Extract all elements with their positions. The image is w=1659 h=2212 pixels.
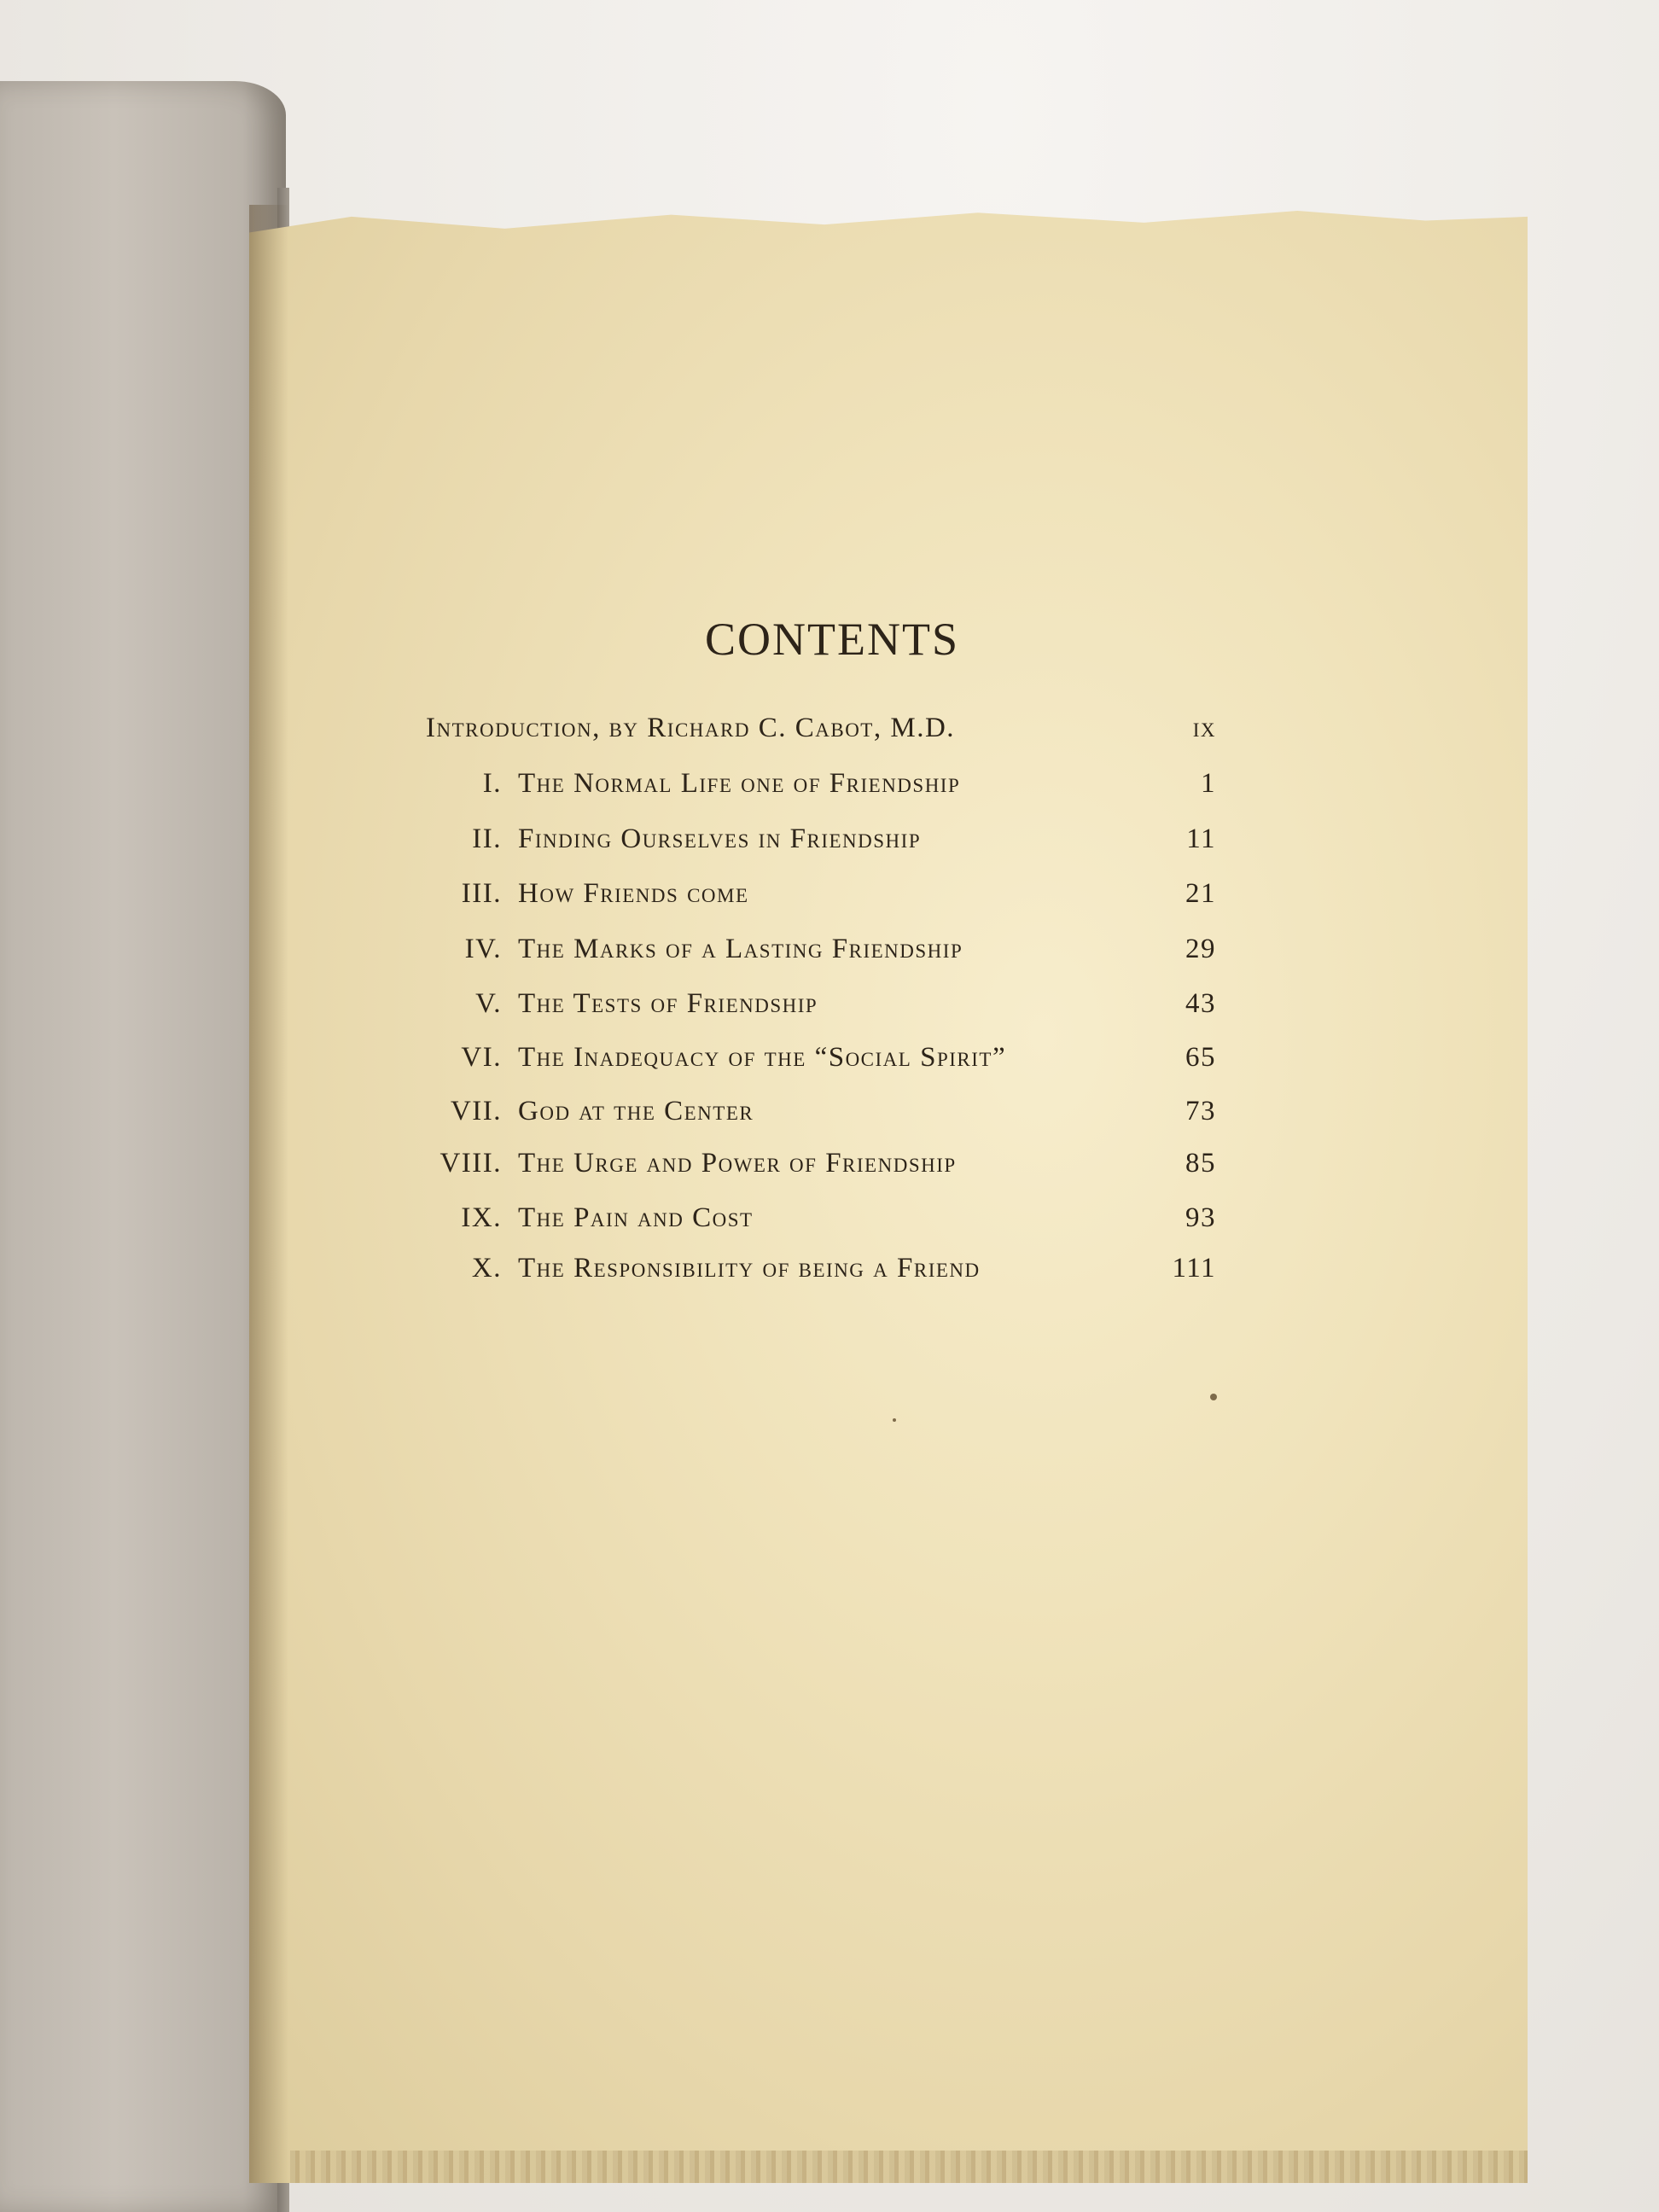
toc-entry-page: 11 — [1186, 824, 1216, 854]
toc-entry-title: God at the Center — [518, 1096, 754, 1126]
toc-entry-page: 21 — [1185, 878, 1216, 909]
toc-entry-number: II. — [472, 824, 502, 854]
toc-entry — [422, 1096, 1242, 1138]
toc-entry-number: VI. — [461, 1042, 502, 1073]
right-page — [249, 205, 1528, 2183]
toc-entry-title: How Friends come — [518, 878, 749, 909]
toc-entry — [422, 1042, 1242, 1085]
toc-entry — [422, 713, 1242, 755]
toc-entry-number: VIII. — [439, 1148, 502, 1179]
toc-entry — [422, 824, 1242, 866]
paper-speck — [893, 1418, 896, 1422]
toc-entry-title: The Pain and Cost — [518, 1202, 754, 1233]
toc-entry-page: 85 — [1185, 1148, 1216, 1179]
toc-entry-number: III. — [461, 878, 502, 909]
page-title: CONTENTS — [705, 614, 959, 665]
toc-entry-number: IV. — [464, 934, 502, 964]
toc-entry-page: 73 — [1185, 1096, 1216, 1126]
gutter-shadow — [249, 205, 288, 2183]
toc-entry-number: I. — [482, 768, 502, 799]
toc-entry — [422, 1202, 1242, 1245]
toc-entry — [422, 1148, 1242, 1190]
paper-speck — [1210, 1394, 1217, 1400]
toc-entry-title: Introduction, by Richard C. Cabot, M.D. — [426, 713, 956, 743]
toc-entry-page: 1 — [1201, 768, 1216, 799]
toc-entry-title: The Responsibility of being a Friend — [518, 1253, 981, 1284]
toc-entry-title: The Inadequacy of the “Social Spirit” — [518, 1042, 1007, 1073]
toc-entry-page: 93 — [1185, 1202, 1216, 1233]
toc-entry-title: The Urge and Power of Friendship — [518, 1148, 957, 1179]
toc-entry-number: VII. — [450, 1096, 502, 1126]
left-page — [0, 81, 286, 2212]
toc-entry — [422, 878, 1242, 921]
toc-entry-page: 43 — [1185, 988, 1216, 1019]
page-bottom-edge — [290, 2151, 1528, 2183]
toc-entry-title: The Normal Life one of Friendship — [518, 768, 961, 799]
toc-entry-number: IX. — [461, 1202, 502, 1233]
toc-entry-page: 111 — [1172, 1253, 1216, 1284]
toc-entry — [422, 934, 1242, 976]
toc-entry-title: The Tests of Friendship — [518, 988, 818, 1019]
toc-entry — [422, 988, 1242, 1031]
toc-entry-page: ix — [1192, 713, 1216, 743]
toc-entry-title: Finding Ourselves in Friendship — [518, 824, 922, 854]
toc-entry-number: V. — [475, 988, 502, 1019]
toc-entry — [422, 1253, 1242, 1295]
toc-entry-number: X. — [471, 1253, 502, 1284]
toc-entry — [422, 768, 1242, 811]
toc-entry-page: 65 — [1185, 1042, 1216, 1073]
toc-entry-page: 29 — [1185, 934, 1216, 964]
toc-entry-title: The Marks of a Lasting Friendship — [518, 934, 963, 964]
